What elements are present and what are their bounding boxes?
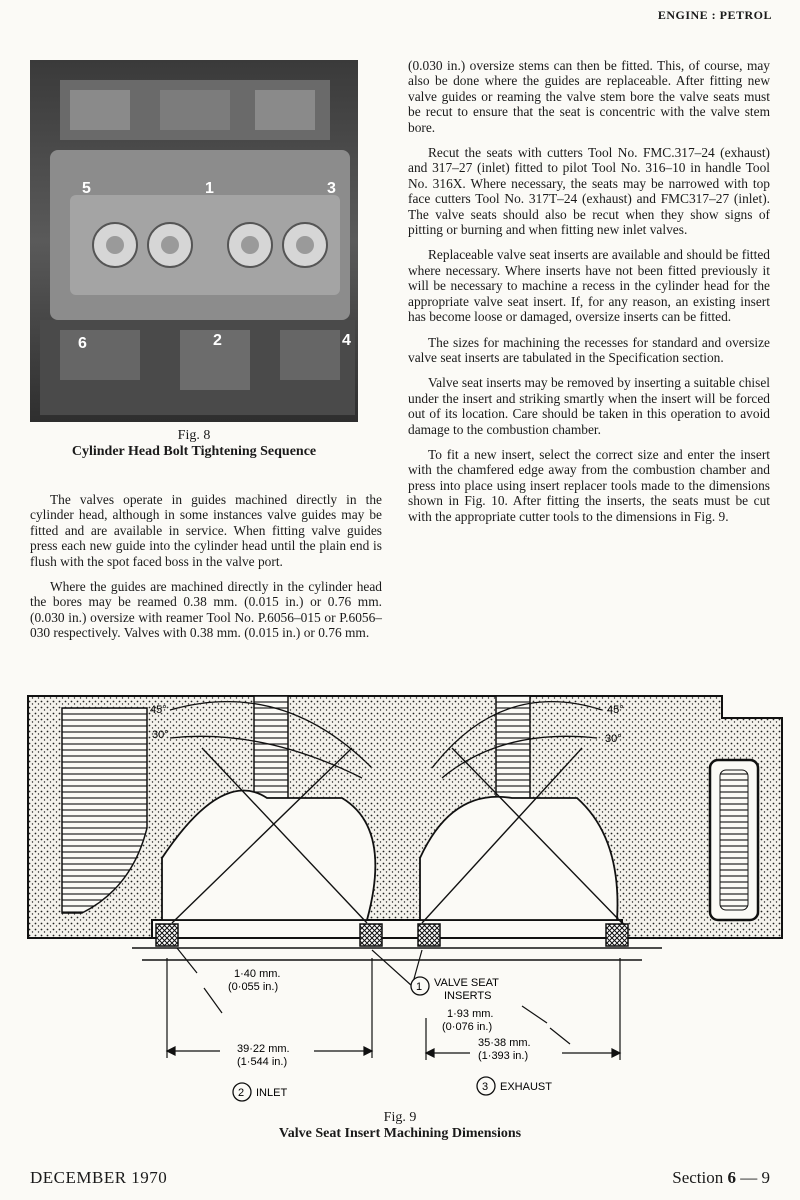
footer-section-number: 6 xyxy=(727,1168,736,1187)
callout-2-label: INLET xyxy=(256,1087,288,1099)
exhaust-dia-in: (1·393 in.) xyxy=(478,1050,529,1062)
bolt-label-2: 2 xyxy=(213,332,222,349)
valve-seat-diagram xyxy=(22,688,786,1108)
bolt-label-6: 6 xyxy=(78,335,87,352)
angle-45-left: 45° xyxy=(150,704,167,716)
left-column xyxy=(30,492,382,651)
callout-3-label: EXHAUST xyxy=(500,1081,552,1093)
footer-section xyxy=(672,1168,770,1188)
footer-date: DECEMBER 1970 xyxy=(30,1168,168,1187)
callout-3-number: 3 xyxy=(482,1081,489,1093)
exhaust-dia-mm: 35·38 mm. xyxy=(478,1037,531,1049)
inlet-dia-in: (1·544 in.) xyxy=(237,1056,288,1068)
figure8-title: Cylinder Head Bolt Tightening Sequence xyxy=(71,444,317,459)
right-paragraph-4: The sizes for machining the recesses for standard and oversize valve seat inserts are tabulated in the Specification section. xyxy=(408,334,770,365)
left-paragraph-1: The valves operate in guides machined directly in the cylinder head, although in some instances valve guides may be fitted and are available in service. When fitting valve guides press each new guide into the cylinder head until the plain end is flush with the spot faced boss in the valve port. xyxy=(30,492,382,569)
running-head: ENGINE : PETROL xyxy=(657,8,772,22)
callout-1-line1: VALVE SEAT xyxy=(434,977,499,989)
footer-section-prefix: Section xyxy=(672,1168,724,1187)
callout-1-number: 1 xyxy=(416,981,423,993)
figure9-title: Valve Seat Insert Machining Dimensions xyxy=(278,1126,522,1141)
right-paragraph-2: Recut the seats with cutters Tool No. FMC.317–24 (exhaust) and 317–27 (inlet) fitted to pilot Tool No. 316–10 in handle Tool No. 316X. Where necessary, the seats may be narrowed with top face cutters Tool No. 317T–24 (exhaust) and FMC317–27 (inlet). The valve seats should also be recut when they show signs of pitting or burning and when fitting new inlet valves. xyxy=(408,145,770,238)
cylinder-head-photo xyxy=(30,60,358,422)
bolt-label-3: 3 xyxy=(327,180,336,197)
figure9-caption xyxy=(0,1110,800,1142)
footer-page: — 9 xyxy=(740,1168,770,1187)
inlet-width-in: (0·055 in.) xyxy=(228,981,279,993)
bolt-label-1: 1 xyxy=(205,180,214,197)
right-paragraph-6: To fit a new insert, select the correct size and enter the insert with the chamfered edge away from the combustion chamber and press into place using insert replacer tools made to the dimensions shown in Fig. 10. After fitting the inserts, the seats must be cut with the appropriate cutter tools to the dimensions in Fig. 9. xyxy=(408,446,770,524)
angle-45-right: 45° xyxy=(607,704,624,716)
figure8-number: Fig. 8 xyxy=(177,428,211,443)
figure9-number: Fig. 9 xyxy=(383,1110,417,1125)
angle-30-right: 30° xyxy=(605,733,622,745)
angle-30-left: 30° xyxy=(152,729,169,741)
bolt-label-5: 5 xyxy=(82,180,91,197)
exhaust-width-mm: 1·93 mm. xyxy=(447,1008,494,1020)
exhaust-width-in: (0·076 in.) xyxy=(442,1021,493,1033)
right-paragraph-5: Valve seat inserts may be removed by inserting a suitable chisel under the insert and striking smartly when the insert will be forced out of its location. Care should be taken in this operation to avoid damage to the combustion chamber. xyxy=(408,375,770,437)
inlet-dia-mm: 39·22 mm. xyxy=(237,1043,290,1055)
left-paragraph-2: Where the guides are machined directly in the cylinder head the bores may be reamed 0.38 mm. (0.015 in.) or 0.76 mm. (0.030 in.) oversize with reamer Tool No. P.6056–015 or P.6056–030 respectively. Valves with 0.38 mm. (0.015 in.) or 0.76 mm. xyxy=(30,579,382,641)
callout-1-line2: INSERTS xyxy=(444,990,492,1002)
bolt-label-4: 4 xyxy=(342,332,351,349)
right-paragraph-1: (0.030 in.) oversize stems can then be fitted. This, of course, may also be done where the guides are replaceable. After fitting new valve guides or reaming the valve stem bore the valve seats must be recut to ensure that the seat is concentric with the valve stem bore. xyxy=(408,58,770,135)
inlet-width-mm: 1·40 mm. xyxy=(234,968,281,980)
callout-2-number: 2 xyxy=(238,1087,245,1099)
right-column xyxy=(408,58,770,534)
figure8-caption xyxy=(30,428,358,460)
right-paragraph-3: Replaceable valve seat inserts are available and should be fitted where necessary. Where inserts have not been fitted previously it will be necessary to machine a recess in the cylinder head for the appropriate valve seat insert. If, for any reason, an existing insert has become loose or damaged, oversize inserts can be fitted. xyxy=(408,247,770,325)
